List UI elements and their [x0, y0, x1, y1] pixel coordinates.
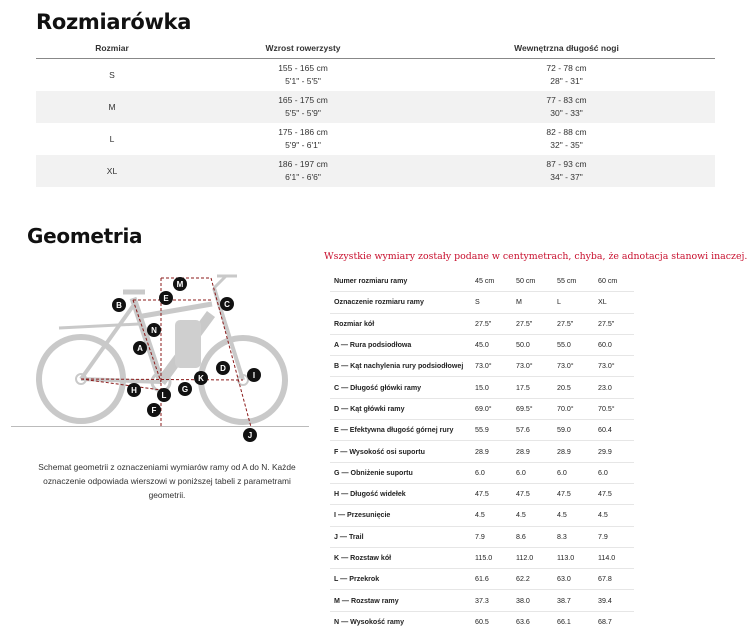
inseam-in: 28" - 31" — [550, 76, 583, 86]
geometry-value-cell: 27.5" — [511, 313, 552, 334]
inseam-in: 32" - 35" — [550, 140, 583, 150]
size-chart-header-row — [36, 38, 715, 59]
table-row — [330, 462, 634, 483]
marker-letter: G — [181, 385, 189, 394]
geometry-param-label: A — Rura podsiodłowa — [330, 334, 470, 355]
geometry-value-cell: 113.0 — [552, 547, 593, 568]
geometry-value-cell: 112.0 — [511, 547, 552, 568]
geometry-value-cell: 73.0° — [593, 356, 634, 377]
geometry-table — [330, 271, 634, 632]
height-cell — [188, 91, 418, 123]
marker-letter: J — [247, 431, 253, 440]
dimension-marker-e — [159, 291, 173, 305]
ground-line — [11, 426, 309, 427]
dimension-marker-i — [247, 368, 261, 382]
geometry-value-cell: M — [511, 292, 552, 313]
geometry-value-cell: 39.4 — [593, 590, 634, 611]
height-ft: 5'1" - 5'5" — [285, 76, 321, 86]
table-row — [330, 398, 634, 419]
seatstay — [81, 306, 133, 379]
geometry-value-cell: 6.0 — [552, 462, 593, 483]
geometry-param-label: M — Rozstaw ramy — [330, 590, 470, 611]
table-row — [36, 155, 715, 187]
geometry-value-cell: 59.0 — [552, 420, 593, 441]
inseam-cell — [418, 91, 715, 123]
table-row — [330, 420, 634, 441]
geometry-param-label: I — Przesunięcie — [330, 505, 470, 526]
geometry-param-label: Oznaczenie rozmiaru ramy — [330, 292, 470, 313]
height-cell — [188, 123, 418, 155]
marker-letter: L — [161, 391, 167, 400]
geometry-value-cell: 6.0 — [511, 462, 552, 483]
diagram-caption: Schemat geometrii z oznaczeniami wymiarów ramy od A do N. Każde oznaczenie odpowiada wierszowi w poniższej tabeli z parametrami geometrii. — [38, 462, 296, 500]
size-header: Rozmiar — [36, 38, 188, 59]
geometry-param-label: C — Długość główki ramy — [330, 377, 470, 398]
table-row — [330, 547, 634, 568]
geometry-value-cell: 47.5 — [470, 483, 511, 504]
geometry-value-cell: 69.5° — [511, 398, 552, 419]
geometry-value-cell: 6.0 — [470, 462, 511, 483]
height-ft: 5'5" - 5'9" — [285, 108, 321, 118]
table-row — [330, 483, 634, 504]
dimension-marker-b — [112, 298, 126, 312]
rear-rack — [59, 324, 139, 328]
geometry-param-label: H — Długość widełek — [330, 483, 470, 504]
geometry-value-cell: 66.1 — [557, 617, 571, 626]
top-tube — [137, 304, 212, 317]
geometry-value-cell: 7.9 — [593, 526, 634, 547]
geometry-value-cell: 55.0 — [552, 334, 593, 355]
inseam-cm: 87 - 93 cm — [546, 159, 587, 169]
geometry-value-cell: 17.5 — [511, 377, 552, 398]
dimension-marker-l — [157, 388, 171, 402]
inseam-cell — [418, 59, 715, 92]
table-row — [330, 441, 634, 462]
height-cm: 186 - 197 cm — [278, 159, 328, 169]
geometry-value-cell: 45.0 — [470, 334, 511, 355]
table-row — [36, 59, 715, 92]
height-ft: 6'1" - 6'6" — [285, 172, 321, 182]
geometry-param-label: B — Kąt nachylenia rury podsiodłowej — [330, 356, 470, 377]
inseam-in: 30" - 33" — [550, 108, 583, 118]
height-ft: 5'9" - 6'1" — [285, 140, 321, 150]
geometry-value-cell: 7.9 — [470, 526, 511, 547]
marker-letter: M — [176, 280, 184, 289]
dimension-marker-n — [147, 323, 161, 337]
geometry-value-cell: 38.0 — [511, 590, 552, 611]
geometry-param-label: J — Trail — [330, 526, 470, 547]
height-cell — [188, 155, 418, 187]
geometry-value-cell: 28.9 — [511, 441, 552, 462]
dimension-marker-h — [127, 383, 141, 397]
geometry-value-cell: 73.0° — [470, 356, 511, 377]
marker-letter: I — [252, 371, 256, 380]
geometry-value-cell: 57.6 — [511, 420, 552, 441]
inseam-cm: 77 - 83 cm — [546, 95, 587, 105]
table-row — [330, 611, 634, 632]
geometry-value-cell: 27.5" — [470, 313, 511, 334]
geometry-value-cell: 115.0 — [470, 547, 511, 568]
geometry-value-cell: 70.5° — [593, 398, 634, 419]
geometry-value-cell: 73.0° — [511, 356, 552, 377]
inseam-cm: 72 - 78 cm — [546, 63, 587, 73]
height-cell — [188, 59, 418, 92]
inseam-cell — [418, 155, 715, 187]
inseam-cell — [418, 123, 715, 155]
height-cm: 155 - 165 cm — [278, 63, 328, 73]
geometry-param-label: E — Efektywna długość górnej rury — [330, 420, 470, 441]
marker-letter: C — [224, 300, 230, 309]
geometry-param-label: L — Przekrok — [330, 569, 470, 590]
geometry-value-cell: 47.5 — [511, 483, 552, 504]
units-note: Wszystkie wymiary zostały podane w centymetrach, chyba, że adnotacja stanowi inaczej. — [324, 251, 748, 262]
marker-letter: B — [116, 301, 122, 310]
geometry-value-cell: 8.3 — [552, 526, 593, 547]
bike-geometry-diagram — [11, 262, 309, 442]
dimension-marker-c — [220, 297, 234, 311]
geometry-value-cell: 67.8 — [593, 569, 634, 590]
table-row — [330, 526, 634, 547]
size-cell: S — [109, 69, 115, 80]
motor-battery — [175, 320, 201, 368]
geometry-value-cell: 60 cm — [593, 271, 634, 292]
geometry-value-cell: 61.6 — [470, 569, 511, 590]
geometry-param-label: Rozmiar kół — [330, 313, 470, 334]
table-row — [36, 123, 715, 155]
table-row — [36, 91, 715, 123]
marker-letter: H — [131, 386, 137, 395]
geometry-param-label: Numer rozmiaru ramy — [330, 271, 470, 292]
dimension-marker-g — [178, 382, 192, 396]
geometry-value-cell: 70.0° — [552, 398, 593, 419]
inseam-header: Wewnętrzna długość nogi — [418, 38, 715, 59]
geometry-value-cell: 47.5 — [552, 483, 593, 504]
table-row — [330, 313, 634, 334]
geometry-value-cell: 6.0 — [593, 462, 634, 483]
geometry-value-cell: 63.6 — [516, 617, 530, 626]
geometry-value-cell: 4.5 — [552, 505, 593, 526]
table-row — [330, 377, 634, 398]
marker-letter: D — [220, 364, 226, 373]
table-row — [330, 356, 634, 377]
geometry-value-cell: 29.9 — [593, 441, 634, 462]
geometry-value-cell: 114.0 — [593, 547, 634, 568]
dimension-marker-m — [173, 277, 187, 291]
geometry-param-label: F — Wysokość osi suportu — [330, 441, 470, 462]
dimension-marker-d — [216, 361, 230, 375]
geometry-value-cell: 60.0 — [593, 334, 634, 355]
geometry-value-cell: 60.4 — [593, 420, 634, 441]
size-cell: XL — [36, 155, 188, 187]
geometry-param-label: G — Obniżenie suportu — [330, 462, 470, 483]
bike-illustration — [11, 262, 309, 442]
rider-height-header: Wzrost rowerzysty — [188, 38, 418, 59]
dimension-marker-k — [194, 371, 208, 385]
geometry-value-cell: 63.0 — [552, 569, 593, 590]
geometry-value-cell: 45 cm — [470, 271, 511, 292]
table-row — [330, 569, 634, 590]
table-row — [330, 271, 634, 292]
geometry-value-cell: 73.0° — [552, 356, 593, 377]
geometry-value-cell: 47.5 — [593, 483, 634, 504]
geometry-value-cell: 69.0° — [470, 398, 511, 419]
geometry-param-label: D — Kąt główki ramy — [330, 398, 470, 419]
marker-letter: K — [198, 374, 204, 383]
geometry-title: Geometria — [27, 224, 143, 248]
geometry-value-cell: 8.6 — [511, 526, 552, 547]
geometry-value-cell: 23.0 — [593, 377, 634, 398]
size-chart-table — [36, 38, 715, 187]
geometry-value-cell: 15.0 — [470, 377, 511, 398]
geometry-param-label: K — Rozstaw kół — [330, 547, 470, 568]
table-row — [330, 292, 634, 313]
geometry-value-cell: 55.9 — [470, 420, 511, 441]
geometry-value-cell: 28.9 — [552, 441, 593, 462]
geometry-value-cell: XL — [593, 292, 634, 313]
size-chart-title: Rozmiarówka — [36, 10, 192, 34]
size-cell: L — [109, 133, 115, 144]
geometry-value-cell: 38.7 — [552, 590, 593, 611]
marker-letter: A — [137, 344, 143, 353]
geometry-value-cell: L — [552, 292, 593, 313]
geometry-value-cell: 27.5" — [552, 313, 593, 334]
geometry-value-cell: 62.2 — [511, 569, 552, 590]
size-cell: M — [36, 91, 188, 123]
geometry-value-cell: 37.3 — [470, 590, 511, 611]
geometry-value-cell: 50 cm — [511, 271, 552, 292]
dimension-marker-j — [243, 428, 257, 442]
geometry-value-cell: 50.0 — [511, 334, 552, 355]
geometry-param-label: N — Wysokość ramy — [334, 617, 405, 626]
inseam-cm: 82 - 88 cm — [546, 127, 587, 137]
geometry-value-cell: 27.5" — [593, 313, 634, 334]
inseam-in: 34" - 37" — [550, 172, 583, 182]
stem — [214, 276, 226, 288]
marker-letter: E — [163, 294, 169, 303]
geometry-value-cell: 4.5 — [593, 505, 634, 526]
geometry-value-cell: 28.9 — [470, 441, 511, 462]
height-cm: 175 - 186 cm — [278, 127, 328, 137]
geometry-value-cell: S — [470, 292, 511, 313]
geometry-value-cell: 68.7 — [598, 617, 612, 626]
table-row — [330, 590, 634, 611]
dimension-marker-a — [133, 341, 147, 355]
table-row — [330, 334, 634, 355]
table-row — [330, 505, 634, 526]
marker-letter: N — [151, 326, 157, 335]
geometry-value-cell: 20.5 — [552, 377, 593, 398]
geometry-value-cell: 4.5 — [470, 505, 511, 526]
dimension-marker-f — [147, 403, 161, 417]
geometry-value-cell: 60.5 — [475, 617, 489, 626]
height-cm: 165 - 175 cm — [278, 95, 328, 105]
geometry-value-cell: 4.5 — [511, 505, 552, 526]
marker-letter: F — [151, 406, 157, 415]
geometry-value-cell: 55 cm — [552, 271, 593, 292]
